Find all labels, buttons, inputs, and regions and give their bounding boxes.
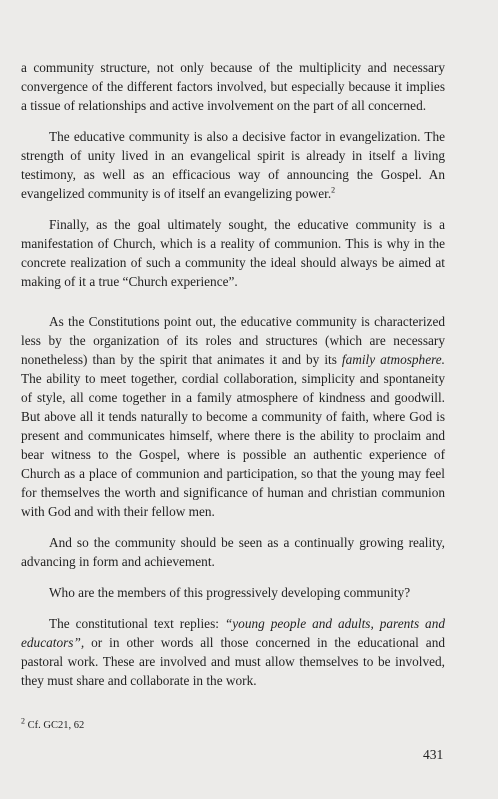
paragraph-3: Finally, as the goal ultimately sought, the educative community is a manifestation of Church, which is a reality of communion. This is why in the concrete realization of such a community the ideal should always be aimed at making of it a true “Church experience”. bbox=[21, 217, 445, 289]
paragraph-7-text-a: The constitutional text replies: bbox=[49, 616, 225, 631]
paragraph-4-text-b: The ability to meet together, cordial collaboration, simplicity and spontaneity of style, all come together in a family atmosphere of kindness and goodwill. But above all it tends naturally to become a community of faith, where God is present and communicates himself, where there is the ability to proclaim and bear witness to the Gospel, where is possible an authentic experience of Church as a place of communion and participation, so that the young may feel for themselves the worth and significance of human and christian communion with God and with their fellow men. bbox=[21, 371, 445, 519]
paragraph-7 bbox=[21, 614, 445, 690]
paragraph-4 bbox=[21, 312, 445, 521]
paragraph-5: And so the community should be seen as a continually growing reality, advancing in form and achievement. bbox=[21, 535, 445, 569]
paragraph-6: Who are the members of this progressively developing community? bbox=[49, 585, 411, 600]
paragraph-4-emphasis: family atmosphere. bbox=[341, 352, 446, 367]
footnote-reference: 2 bbox=[331, 185, 336, 195]
footnote-marker: 2 bbox=[21, 716, 25, 726]
paragraph-2 bbox=[21, 127, 445, 203]
page-number: 431 bbox=[423, 747, 444, 762]
paragraph-2-text: The educative community is also a decisive factor in evangelization. The strength of unity lived in an evangelical spirit is already in itself a living testimony, as well as an efficacious way of announcing the Gospel. An evangelized community is of itself an evangelizing power. bbox=[21, 129, 445, 201]
footnote bbox=[21, 716, 85, 733]
paragraph-1: a community structure, not only because of the multiplicity and necessary convergence of the different factors involved, but especially because it implies a tissue of relationships and active involvement on the part of all concerned. bbox=[21, 60, 445, 113]
footnote-text: Cf. GC21, 62 bbox=[25, 720, 85, 731]
paragraph-4-text-a: As the Constitutions point out, the educative community is characterized less by the organization of its roles and structures (which are necessary nonetheless) than by the spirit that animates it and by its bbox=[21, 314, 445, 367]
paragraph-7-emphasis: “young people and adults, parents and educators”, bbox=[21, 616, 445, 650]
paragraph-7-text-b: or in other words all those concerned in the educational and pastoral work. These are involved and must allow themselves to be involved, they must share and collaborate in the work. bbox=[21, 635, 445, 688]
body-text bbox=[21, 58, 445, 690]
